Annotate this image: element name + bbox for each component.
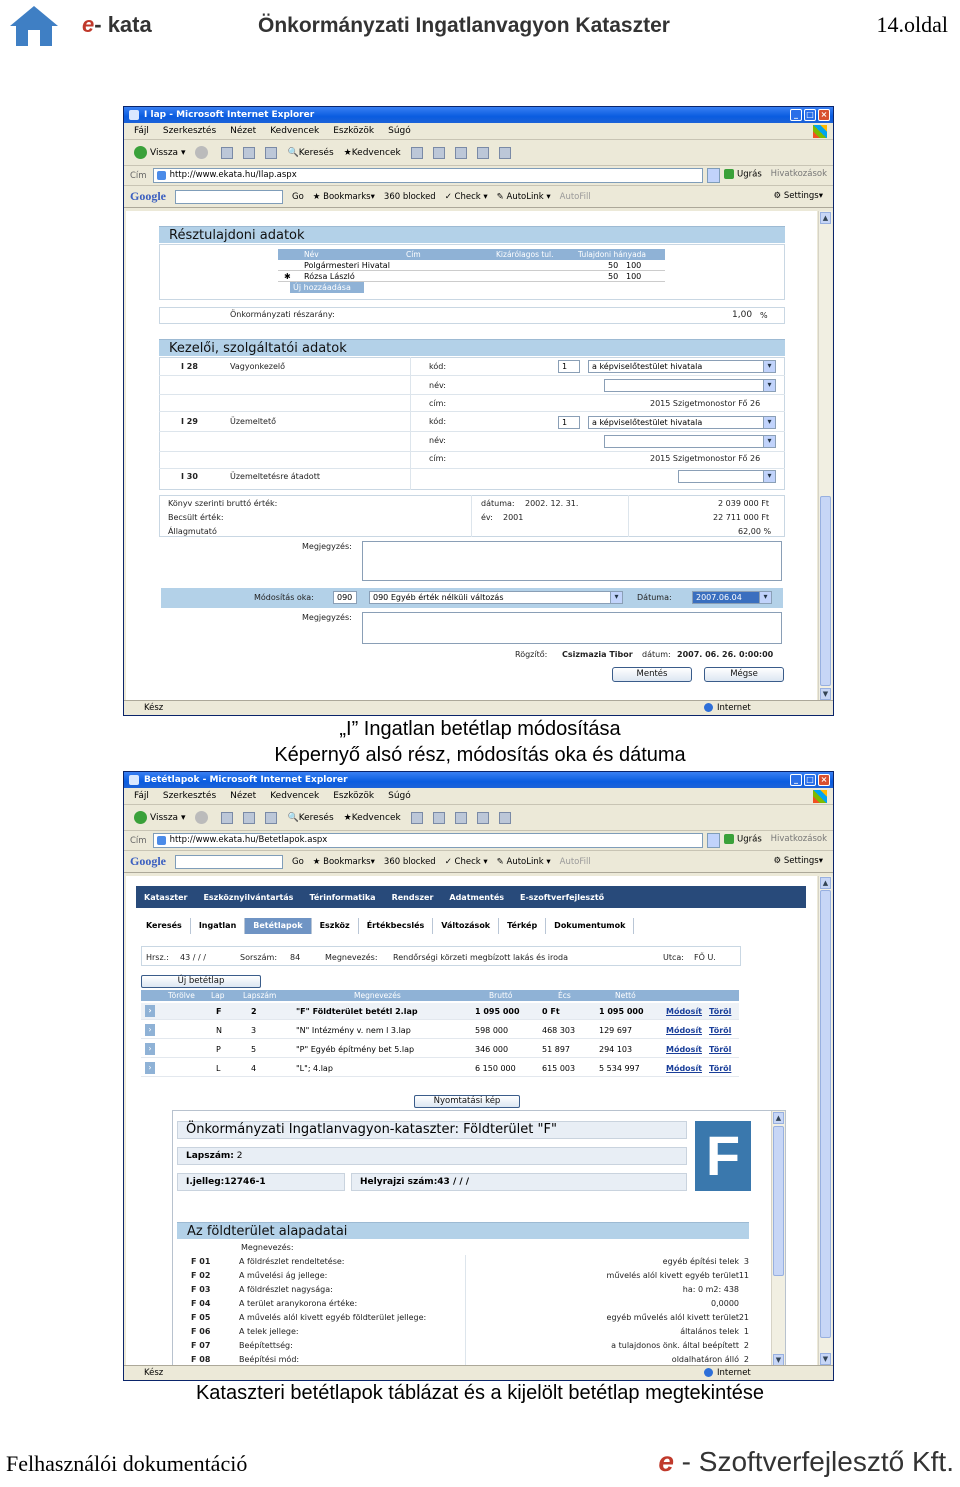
becsult-label: Becsült érték: xyxy=(168,513,224,522)
favorites-button[interactable]: ★Kedvencek xyxy=(343,147,401,158)
cell-lap: N xyxy=(216,1026,222,1035)
scroll-up-icon[interactable]: ▲ xyxy=(820,877,831,889)
f-cell-k: F 07 xyxy=(191,1341,211,1350)
f-cell-v: egyéb építési telek xyxy=(662,1257,739,1266)
sorszam-label: Sorszám: xyxy=(240,953,278,962)
address-input[interactable]: http://www.ekata.hu/Betetlapok.aspx xyxy=(153,833,703,848)
kod-label: kód: xyxy=(429,417,447,426)
edit-icon[interactable] xyxy=(455,147,467,159)
maximize-button[interactable]: □ xyxy=(804,109,816,121)
detail-frame xyxy=(172,1110,786,1366)
nev-select[interactable] xyxy=(604,379,776,392)
settings-button[interactable]: ⚙ Settings▾ xyxy=(773,856,823,866)
modositas-select[interactable]: 090 Egyéb érték nélküli változás ▾ xyxy=(369,591,623,604)
cancel-button[interactable]: Mégse xyxy=(704,667,784,682)
cell-netto: 1 095 000 xyxy=(599,1007,644,1016)
internet-zone: Internet xyxy=(704,1366,751,1381)
hrsz-value: 43 / / / xyxy=(180,953,206,962)
address-bar: Cím http://www.ekata.hu/Ilap.aspx Ugrás Hivatkozások xyxy=(124,166,833,186)
browser-window-ilap xyxy=(123,106,834,716)
autofill-button[interactable]: AutoFill xyxy=(559,191,591,202)
f-cell-k: F 04 xyxy=(191,1299,211,1308)
f-cell-n: 3 xyxy=(743,1257,749,1266)
ie-icon xyxy=(129,110,139,120)
helyrajzi-field: Helyrajzi szám:43 / / / xyxy=(351,1173,687,1191)
expand-icon[interactable]: › xyxy=(145,1062,155,1074)
owners-table-header: Név Cím Kizárólagos tul. Tulajdoni hányada xyxy=(278,249,665,260)
cim-value: 2015 Szigetmonostor Fő 26 xyxy=(650,399,761,408)
status-bar: Kész Internet xyxy=(124,1365,833,1380)
cell-megnev: "F" Földterület betétl 2.lap xyxy=(296,1007,418,1016)
allapot-value: 62,00 % xyxy=(738,527,772,536)
links-label[interactable]: Hivatkozások xyxy=(770,834,827,844)
konyv-label: Könyv szerinti bruttó érték: xyxy=(168,499,278,508)
close-button[interactable]: × xyxy=(818,109,830,121)
document-title: Önkormányzati Ingatlanvagyon Kataszter xyxy=(258,14,670,37)
favorites-button[interactable]: ★Kedvencek xyxy=(343,812,401,823)
megjegyzes-label: Megjegyzés: xyxy=(302,542,352,551)
refresh-icon[interactable] xyxy=(243,147,255,159)
print-icon[interactable] xyxy=(433,147,445,159)
sub-tabs xyxy=(138,918,634,934)
ekata-logo: e- kata xyxy=(82,12,152,37)
table-row[interactable]: Polgármesteri Hivatal 50 100 xyxy=(278,260,665,271)
ev-label: év: xyxy=(481,513,493,522)
links-label[interactable]: Hivatkozások xyxy=(770,169,827,179)
table-row[interactable] xyxy=(141,1003,739,1020)
lapszam-row: Lapszám: 2 xyxy=(177,1147,687,1165)
table-row[interactable] xyxy=(141,1060,739,1077)
scroll-thumb[interactable] xyxy=(820,890,831,1338)
bookmarks-button[interactable]: ★ Bookmarks▾ xyxy=(312,191,375,202)
f-cell-v: oldalhatáron álló xyxy=(671,1355,739,1364)
scroll-thumb[interactable] xyxy=(773,1126,784,1276)
new-owner-link[interactable]: Új hozzáadása xyxy=(290,282,364,293)
inner-scrollbar[interactable] xyxy=(771,1111,785,1366)
sorszam-value: 84 xyxy=(290,953,301,962)
megjegyzes-textarea[interactable] xyxy=(362,541,782,581)
footer-left: Felhasználói dokumentáció xyxy=(6,1451,248,1476)
f-cell-l: A földrészlet rendeltetése: xyxy=(239,1257,345,1266)
ev-value: 2001 xyxy=(503,513,524,522)
section-header-kezeloi: Kezelői, szolgáltatói adatok xyxy=(159,339,785,356)
footer-company: e - Szoftverfejlesztő Kft. xyxy=(658,1446,954,1477)
scroll-thumb[interactable] xyxy=(820,496,831,686)
menu-view[interactable]: Nézet xyxy=(230,126,257,136)
cim-label: cím: xyxy=(429,454,447,463)
tab-ertekbecsles[interactable]: Értékbecslés xyxy=(359,918,434,934)
vertical-scrollbar[interactable] xyxy=(818,211,832,701)
tab-terkep[interactable]: Térkép xyxy=(499,918,546,934)
tab-valtozasok[interactable]: Változások xyxy=(433,918,499,934)
cell-brutto: 1 095 000 xyxy=(475,1007,520,1016)
datum-value: 2002. 12. 31. xyxy=(525,499,579,508)
tab-kereses[interactable]: Keresés xyxy=(138,918,191,934)
menu-edit[interactable]: Szerkesztés xyxy=(162,791,217,801)
title-bar: Betétlapok - Microsoft Internet Explorer _ □ × xyxy=(124,772,833,788)
section-header-resztulajdoni: Résztulajdoni adatok xyxy=(159,226,785,243)
scroll-down-icon[interactable]: ▼ xyxy=(820,688,831,700)
cell-ecs: 0 Ft xyxy=(542,1007,560,1016)
tab-eszkoz[interactable]: Eszköz xyxy=(312,918,359,934)
onkorm-value: 1,00 xyxy=(732,310,753,320)
close-button[interactable]: × xyxy=(818,774,830,786)
google-search-input[interactable] xyxy=(175,190,283,204)
google-logo: Google xyxy=(130,189,166,203)
f-cell-v: egyéb művelés alól kivett terület xyxy=(606,1313,739,1322)
modify-link[interactable]: Módosít xyxy=(666,1026,703,1035)
cell-megnev: "L"; 4.lap xyxy=(296,1064,333,1073)
back-button[interactable]: Vissza ▾ xyxy=(134,811,185,824)
onkorm-unit: % xyxy=(760,311,768,320)
f-cell-n: 11 xyxy=(738,1271,749,1280)
cell-brutto: 346 000 xyxy=(475,1045,509,1054)
menu-help[interactable]: Súgó xyxy=(388,791,411,801)
tab-ingatlan[interactable]: Ingatlan xyxy=(191,918,245,934)
ie-icon xyxy=(129,775,139,785)
jelleg-field: I.jelleg:12746-1 xyxy=(177,1173,345,1191)
code-i29: I 29 xyxy=(181,417,198,426)
utca-label: Utca: xyxy=(663,953,684,962)
nav-adatmentes[interactable]: Adatmentés xyxy=(449,892,504,902)
forward-icon[interactable] xyxy=(195,811,208,824)
menu-edit[interactable]: Szerkesztés xyxy=(162,126,217,136)
expand-icon[interactable]: › xyxy=(145,1043,155,1055)
f-cell-l: A telek jellege: xyxy=(239,1327,299,1336)
caption-ilap-lower: Képernyő alsó rész, módosítás oka és dátuma xyxy=(274,744,686,766)
section-header-alapadatai: Az földterület alapadatai xyxy=(177,1222,749,1239)
back-button[interactable]: Vissza ▾ xyxy=(134,146,185,159)
check-button[interactable]: ✓ Check ▾ xyxy=(444,191,488,202)
menu-favorites[interactable]: Kedvencek xyxy=(270,126,320,136)
f-cell-k: F 06 xyxy=(191,1327,211,1336)
bookmarks-button[interactable]: ★ Bookmarks▾ xyxy=(312,856,375,867)
detail-title: Önkormányzati Ingatlanvagyon-kataszter: Földterület "F" xyxy=(177,1121,687,1139)
address-dropdown[interactable] xyxy=(707,168,720,183)
cim-label: cím: xyxy=(429,399,447,408)
vagyonkezelo-label: Vagyonkezelő xyxy=(230,362,286,371)
f-badge: F xyxy=(695,1121,751,1191)
modositas-label: Módosítás oka: xyxy=(254,593,314,602)
tab-dokumentumok[interactable]: Dokumentumok xyxy=(546,918,634,934)
scroll-up-icon[interactable]: ▲ xyxy=(773,1112,784,1124)
title-bar: I lap - Microsoft Internet Explorer _ □ × xyxy=(124,107,833,123)
table-row[interactable] xyxy=(141,1041,739,1058)
cim-value: 2015 Szigetmonostor Fő 26 xyxy=(650,454,761,463)
datuma-label: Dátuma: xyxy=(637,593,672,602)
menu-tools[interactable]: Eszközök xyxy=(333,126,375,136)
google-toolbar xyxy=(124,186,833,208)
f-cell-n: 21 xyxy=(738,1313,749,1322)
stop-icon[interactable] xyxy=(221,147,233,159)
menu-help[interactable]: Súgó xyxy=(388,126,411,136)
google-go-button[interactable]: Go xyxy=(292,191,304,202)
cell-lap: L xyxy=(216,1064,221,1073)
modify-link[interactable]: Módosít xyxy=(666,1064,703,1073)
folder-icon[interactable] xyxy=(477,812,489,824)
kod-label: kód: xyxy=(429,362,447,371)
popup-blocked-button[interactable]: 360 blocked xyxy=(383,191,436,202)
f-cell-l: A földrészlet nagysága: xyxy=(239,1285,333,1294)
back-arrow-icon xyxy=(134,146,147,159)
stop-icon[interactable] xyxy=(221,812,233,824)
rog-datum-label: dátum: xyxy=(642,650,671,659)
print-view-button[interactable]: Nyomtatási kép xyxy=(414,1095,520,1108)
page-content xyxy=(126,876,817,1366)
autofill-button[interactable]: AutoFill xyxy=(559,856,591,867)
uzemelteto-label: Üzemeltető xyxy=(230,417,277,426)
nav-rendszer[interactable]: Rendszer xyxy=(391,892,434,902)
google-go-button[interactable]: Go xyxy=(292,856,304,867)
f-cell-l: Beépítési mód: xyxy=(239,1355,300,1364)
toolbar xyxy=(124,140,833,166)
browser-window-betetlapok xyxy=(123,771,834,1381)
address-input[interactable]: http://www.ekata.hu/Ilap.aspx xyxy=(153,168,703,183)
windows-logo-icon xyxy=(813,790,827,803)
f-cell-n: 1 xyxy=(743,1327,749,1336)
f-cell-n: 2 xyxy=(743,1341,749,1350)
nav-szoftverfejleszto[interactable]: E-szoftverfejlesztő xyxy=(520,892,605,902)
autolink-button[interactable]: ✎ AutoLink ▾ xyxy=(496,191,551,202)
page-number: 14.oldal xyxy=(876,12,948,37)
check-button[interactable]: ✓ Check ▾ xyxy=(444,856,488,867)
table-row[interactable] xyxy=(141,1022,739,1039)
kod-select[interactable]: a képviselőtestület hivatala ▾ xyxy=(588,416,776,429)
delete-link[interactable]: Töröl xyxy=(709,1026,732,1035)
scroll-down-icon[interactable]: ▼ xyxy=(820,1353,831,1365)
menu-bar xyxy=(124,788,833,805)
go-button[interactable]: Ugrás xyxy=(724,834,762,845)
scroll-down-icon[interactable]: ▼ xyxy=(773,1354,784,1366)
kod-input[interactable]: 1 xyxy=(558,360,580,373)
nev-select[interactable] xyxy=(604,435,776,448)
go-button[interactable]: Ugrás xyxy=(724,169,762,180)
address-dropdown[interactable] xyxy=(707,833,720,848)
uzemeltetesre-select[interactable] xyxy=(678,470,776,483)
forward-icon[interactable] xyxy=(195,146,208,159)
f-cell-v: a tulajdonos önk. által beépített xyxy=(611,1341,739,1350)
datuma-picker[interactable]: 2007.06.04 ▾ xyxy=(692,591,772,604)
modositas-code-input[interactable]: 090 xyxy=(333,591,357,604)
menu-tools[interactable]: Eszközök xyxy=(333,791,375,801)
datum-label: dátuma: xyxy=(481,499,515,508)
f-cell-v: 0,0000 xyxy=(711,1299,739,1308)
expand-icon[interactable]: › xyxy=(145,1024,155,1036)
cell-lap: P xyxy=(216,1045,221,1054)
new-betetlap-button[interactable]: Új betétlap xyxy=(141,975,261,988)
megnevezes-label: Megnevezés: xyxy=(241,1243,294,1252)
rog-datum-value: 2007. 06. 26. 0:00:00 xyxy=(677,650,774,659)
home-icon xyxy=(8,4,60,48)
menu-bar xyxy=(124,123,833,140)
uzemeltetesre-label: Üzemeltetésre átadott xyxy=(230,472,320,481)
f-cell-v: művelés alól kivett egyéb terület xyxy=(606,1271,739,1280)
folder-icon[interactable] xyxy=(477,147,489,159)
becsult-value: 22 711 000 Ft xyxy=(713,513,770,522)
table-row[interactable]: ✱ Rózsa László 50 100 xyxy=(278,271,665,282)
cell-brutto: 598 000 xyxy=(475,1026,509,1035)
menu-file[interactable]: Fájl xyxy=(134,126,149,136)
f-cell-l: Beépítettség: xyxy=(239,1341,293,1350)
windows-logo-icon xyxy=(813,125,827,138)
main-nav xyxy=(136,886,806,908)
google-logo: Google xyxy=(130,854,166,868)
expand-icon[interactable]: › xyxy=(145,1005,155,1017)
print-icon[interactable] xyxy=(433,812,445,824)
google-search-input[interactable] xyxy=(175,855,283,869)
internet-zone: Internet xyxy=(704,701,751,716)
code-i28: I 28 xyxy=(181,362,198,371)
settings-button[interactable]: ⚙ Settings▾ xyxy=(773,191,823,201)
home-button-icon[interactable] xyxy=(265,147,277,159)
nav-terinf[interactable]: Térinformatika xyxy=(309,892,376,902)
vertical-scrollbar[interactable] xyxy=(818,876,832,1366)
nev-label: név: xyxy=(429,436,446,445)
rogzito-value: Csizmazia Tibor xyxy=(562,650,633,659)
f-cell-k: F 02 xyxy=(191,1271,211,1280)
caption-betetlapok: Kataszteri betétlapok táblázat és a kijelölt betétlap megtekintése xyxy=(195,1382,765,1404)
google-toolbar xyxy=(124,851,833,873)
nav-eszkoz[interactable]: Eszköznyilvántartás xyxy=(203,892,294,902)
cell-brutto: 6 150 000 xyxy=(475,1064,516,1073)
save-button[interactable]: Mentés xyxy=(612,667,692,682)
search-button[interactable]: 🔍Keresés xyxy=(287,812,334,823)
history-icon[interactable] xyxy=(411,147,423,159)
cell-ecs: 51 897 xyxy=(542,1045,570,1054)
nev-label: név: xyxy=(429,381,446,390)
f-cell-k: F 01 xyxy=(191,1257,211,1266)
f-cell-k: F 08 xyxy=(191,1355,211,1364)
page-content xyxy=(126,211,817,701)
delete-link[interactable]: Töröl xyxy=(709,1007,732,1016)
delete-link[interactable]: Töröl xyxy=(709,1045,732,1054)
minimize-button[interactable]: _ xyxy=(790,109,802,121)
kod-input[interactable]: 1 xyxy=(558,416,580,429)
megnev-value: Rendőrségi körzeti megbízott lakás és iroda xyxy=(393,953,569,962)
modify-link[interactable]: Módosít xyxy=(666,1045,703,1054)
address-bar: Cím http://www.ekata.hu/Betetlapok.aspx Ugrás Hivatkozások xyxy=(124,831,833,851)
menu-view[interactable]: Nézet xyxy=(230,791,257,801)
f-cell-n: 2 xyxy=(743,1355,749,1364)
messenger-icon[interactable] xyxy=(499,147,511,159)
konyv-value: 2 039 000 Ft xyxy=(718,499,769,508)
f-cell-l: A művelés alól kivett egyéb földterület jellege: xyxy=(239,1313,427,1322)
popup-blocked-button[interactable]: 360 blocked xyxy=(383,856,436,867)
edit-icon[interactable] xyxy=(455,812,467,824)
megjegyzes-label: Megjegyzés: xyxy=(302,613,352,622)
cell-ecs: 468 303 xyxy=(542,1026,576,1035)
menu-file[interactable]: Fájl xyxy=(134,791,149,801)
cell-lapszam: 3 xyxy=(251,1026,257,1035)
menu-favorites[interactable]: Kedvencek xyxy=(270,791,320,801)
scroll-up-icon[interactable]: ▲ xyxy=(820,212,831,224)
history-icon[interactable] xyxy=(411,812,423,824)
cell-lapszam: 5 xyxy=(251,1045,257,1054)
autolink-button[interactable]: ✎ AutoLink ▾ xyxy=(496,856,551,867)
rogzito-label: Rögzítő: xyxy=(515,650,548,659)
back-arrow-icon xyxy=(134,811,147,824)
refresh-icon[interactable] xyxy=(243,812,255,824)
row-marker-icon: ✱ xyxy=(284,272,291,281)
search-button[interactable]: 🔍Keresés xyxy=(287,147,334,158)
f-cell-k: F 05 xyxy=(191,1313,211,1322)
cell-netto: 294 103 xyxy=(599,1045,633,1054)
megjegyzes-textarea-2[interactable] xyxy=(362,612,782,644)
f-cell-v: általános telek xyxy=(680,1327,739,1336)
cell-lap: F xyxy=(216,1007,222,1016)
toolbar xyxy=(124,805,833,831)
cell-megnev: "N" Intézmény v. nem l 3.lap xyxy=(296,1026,411,1035)
kod-select[interactable]: a képviselőtestület hivatala ▾ xyxy=(588,360,776,373)
minimize-button[interactable]: _ xyxy=(790,774,802,786)
onkorm-label: Önkormányzati részarány: xyxy=(230,310,335,319)
megnev-label: Megnevezés: xyxy=(325,953,378,962)
cell-lapszam: 4 xyxy=(251,1064,257,1073)
code-i30: I 30 xyxy=(181,472,198,481)
cell-megnev: "P" Egyéb építmény bet 5.lap xyxy=(296,1045,415,1054)
cell-lapszam: 2 xyxy=(251,1007,257,1016)
home-button-icon[interactable] xyxy=(265,812,277,824)
hrsz-label: Hrsz.: xyxy=(146,953,169,962)
f-cell-l: A művelési ág jellege: xyxy=(239,1271,328,1280)
status-bar: Kész Internet xyxy=(124,700,833,715)
cell-ecs: 615 003 xyxy=(542,1064,576,1073)
maximize-button[interactable]: □ xyxy=(804,774,816,786)
utca-value: FŐ U. xyxy=(694,953,716,962)
nav-kataszter[interactable]: Kataszter xyxy=(144,892,188,902)
allapot-label: Állagmutató xyxy=(168,527,217,536)
delete-link[interactable]: Töröl xyxy=(709,1064,732,1073)
messenger-icon[interactable] xyxy=(499,812,511,824)
f-cell-l: A terület aranykorona értéke: xyxy=(239,1299,358,1308)
f-cell-v: ha: 0 m2: 438 xyxy=(682,1285,739,1294)
betetlap-table-header: Törölve Lap Lapszám Megnevezés Bruttó Écs Nettó xyxy=(141,990,739,1001)
tab-betetlapok[interactable]: Betétlapok xyxy=(245,918,311,934)
f-cell-k: F 03 xyxy=(191,1285,211,1294)
cell-netto: 5 534 997 xyxy=(599,1064,640,1073)
cell-netto: 129 697 xyxy=(599,1026,633,1035)
caption-ilap: „I” Ingatlan betétlap módosítása xyxy=(339,718,621,740)
modify-link[interactable]: Módosít xyxy=(666,1007,703,1016)
